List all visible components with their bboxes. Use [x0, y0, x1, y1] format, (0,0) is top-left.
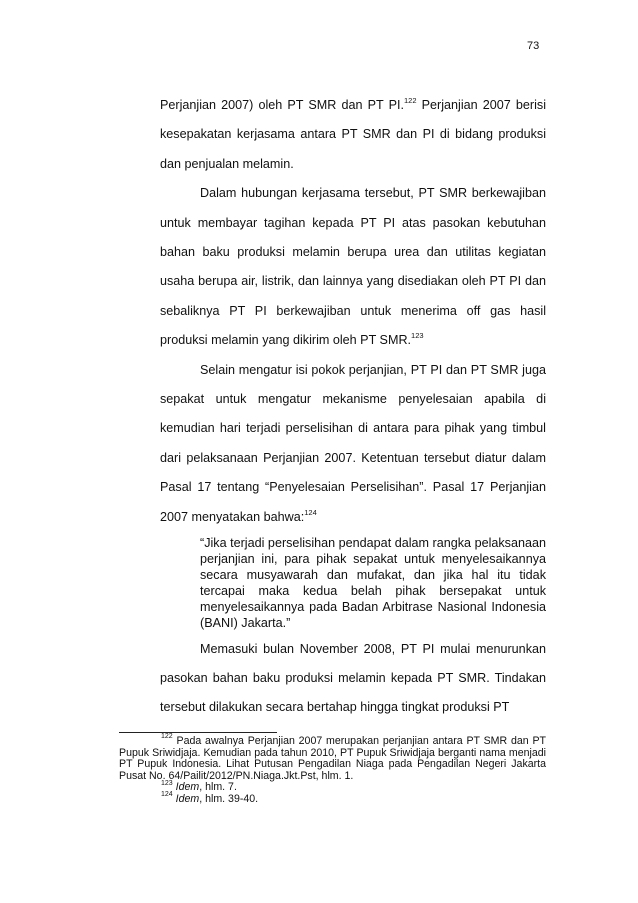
paragraph-3-text: Selain mengatur isi pokok perjanjian, PT PI dan PT SMR juga sepakat untuk mengatur mekanisme penyelesaian apabila di kemudian hari terjadi perselisihan di antara para pihak yang timbul dari pelaksanaan Perjanjian 2007. Ketentuan tersebut diatur dalam Pasal 17 tentang “Penyelesaian Perselisihan”. Pasal 17 Perjanjian 2007 menyatakan bahwa:: [160, 362, 546, 524]
paragraph-1-tail: Perjanjian 2007 berisi kesepakatan kerjasama antara PT SMR dan PI di bidang produksi dan penjualan melamin.: [160, 98, 546, 171]
paragraph-1: [160, 91, 546, 179]
footnote-separator: [119, 732, 277, 733]
footnote-idem: Idem: [175, 792, 200, 805]
footnote-text: Pada awalnya Perjanjian 2007 merupakan perjanjian antara PT SMR dan PT Pupuk Sriwidjaja. Kemudian pada tahun 2010, PT Pupuk Sriwidjaja berganti nama menjadi PT Pupuk Indonesia. Lihat Putusan Pengadilan Niaga pada Pengadilan Negeri Jakarta Pusat No. 64/Pailit/2012/PN.Niaga.Jkt.Pst, hlm. 1.: [119, 735, 546, 782]
footnote-122: [119, 733, 546, 782]
paragraph-2-text: Dalam hubungan kerjasama tersebut, PT SMR berkewajiban untuk membayar tagihan kepada PT PI atas pasokan kebutuhan bahan baku produksi melamin berupa urea dan utilitas kegiatan usaha berupa air, listrik, dan lainnya yang disediakan oleh PT PI dan sebaliknya PT PI berkewajiban untuk menerima off gas hasil produksi melamin yang dikirim oleh PT SMR.: [160, 186, 546, 348]
footnote-mark: 124: [161, 791, 173, 799]
footnote-mark: 123: [161, 779, 173, 787]
footnote-text: , hlm. 7.: [199, 781, 237, 794]
paragraph-3: [160, 356, 546, 532]
paragraph-1-text: Perjanjian 2007) oleh PT SMR dan PT PI.: [160, 98, 404, 112]
block-quote: “Jika terjadi perselisihan pendapat dalam rangka pelaksanaan perjanjian ini, para pihak sepakat untuk menyelesaikannya secara musyawarah dan mufakat, dan jika hal itu tidak tercapai maka kedua belah pihak bersepakat untuk menyelesaikannya pada Badan Arbitrase Nasional Indonesia (BANI) Jakarta.”: [200, 536, 546, 630]
footnote-idem: Idem: [175, 781, 200, 794]
footnote-mark: 122: [161, 733, 173, 741]
footnotes: [119, 733, 546, 806]
footnote-ref-123[interactable]: 123: [411, 331, 424, 341]
paragraph-4: Memasuki bulan November 2008, PT PI mulai menurunkan pasokan bahan baku produksi melamin kepada PT SMR. Tindakan tersebut dilakukan secara bertahap hingga tingkat produksi PT: [160, 641, 546, 715]
footnote-124: [119, 791, 546, 806]
paragraph-2: [160, 179, 546, 355]
footnote-ref-122[interactable]: 122: [404, 95, 417, 105]
footnote-text: , hlm. 39-40.: [199, 792, 259, 805]
page-number: 73: [527, 40, 540, 52]
body-text: [160, 91, 546, 723]
footnote-ref-124[interactable]: 124: [304, 507, 317, 517]
